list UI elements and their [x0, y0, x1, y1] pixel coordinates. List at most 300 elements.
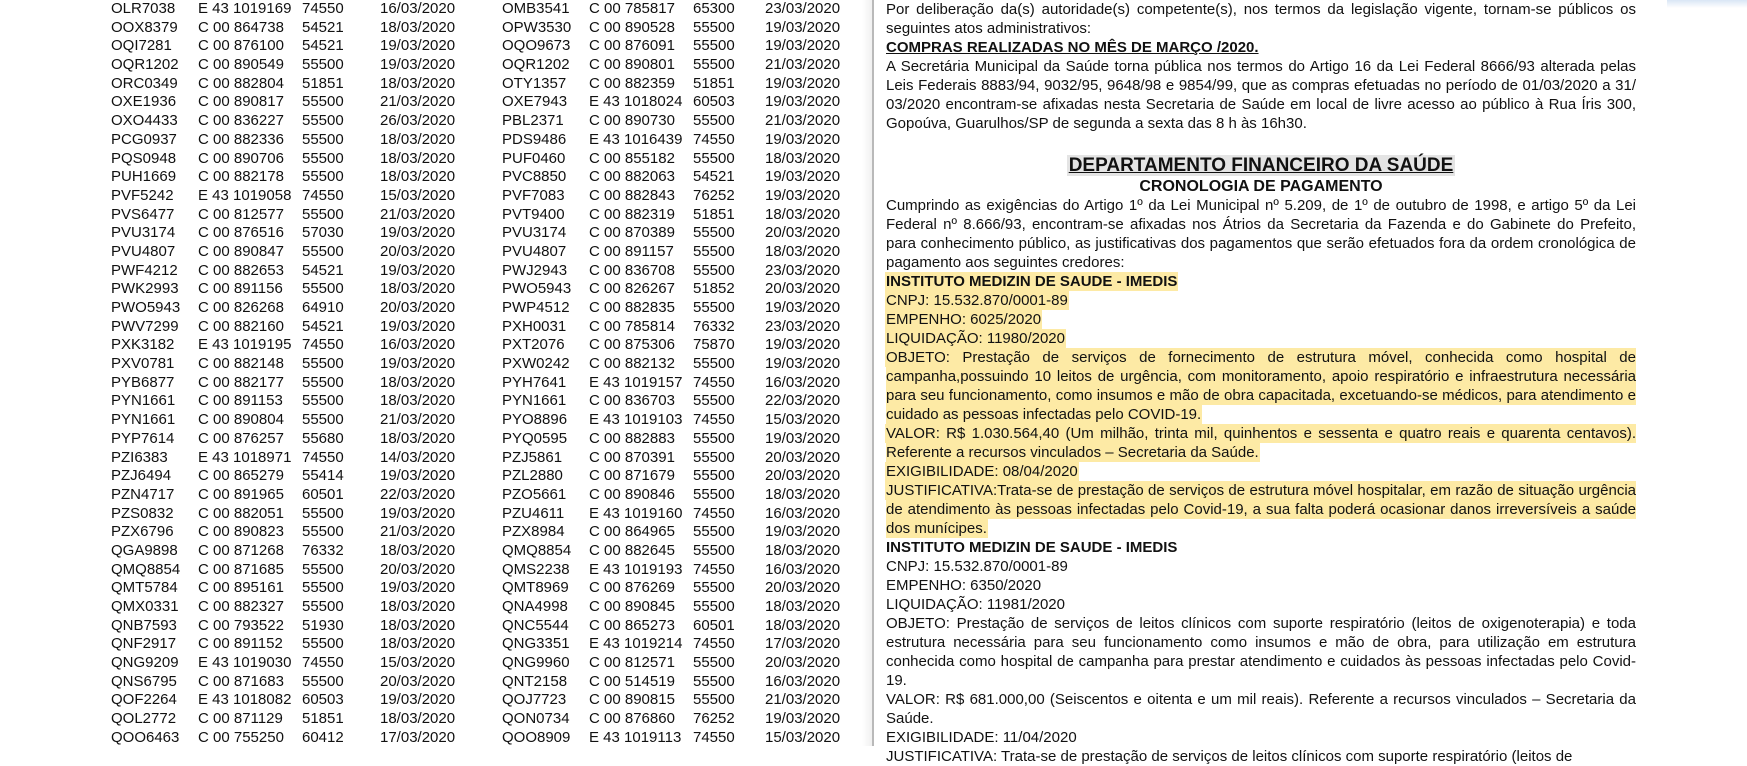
date-cell: 19/03/2020 [765, 299, 841, 316]
cod-cell: 55500 [302, 242, 344, 260]
date-cell: 16/03/2020 [765, 672, 841, 690]
code-cell: C 00 876860 [589, 710, 675, 728]
plate-cell: QNA4998 [502, 598, 568, 615]
date-cell: 17/03/2020 [765, 635, 841, 653]
plate-cell: QNC5544 [502, 616, 569, 634]
cod-cell: 54521 [693, 168, 735, 186]
date-cell: 18/03/2020 [765, 242, 841, 260]
code-cell: C 00 864738 [198, 18, 284, 36]
code-cell: C 00 855182 [589, 149, 675, 167]
code-cell: C 00 871268 [198, 541, 284, 559]
date-cell: 18/03/2020 [380, 18, 456, 36]
cod-cell: 55500 [693, 485, 735, 503]
cod-cell: 60412 [302, 728, 344, 746]
code-cell: E 43 1019058 [198, 186, 292, 204]
cod-cell: 55500 [693, 523, 735, 541]
creditor-name: INSTITUTO MEDIZIN DE SAUDE - IMEDIS [886, 273, 1178, 290]
date-cell: 20/03/2020 [765, 224, 841, 242]
cod-cell: 55500 [693, 56, 735, 74]
plate-cell: PVF5242 [111, 186, 174, 204]
cod-cell: 51851 [693, 74, 735, 92]
plate-cell: OPW3530 [502, 18, 572, 36]
plate-cell: QMT5784 [111, 579, 178, 597]
date-cell: 21/03/2020 [765, 112, 841, 130]
cronologia-paragraph: Cumprindo as exigências do Artigo 1º da Lei Municipal nº 5.209, de 1º de outubro de 1998, e artigo 5º da Lei Federal nº 8.666/93, encontram-se afixadas nos Átrios da Secretaria da Fazenda e do Gabinete do Prefeito, para conhecimento público, as justificativas dos pagamentos que serão efetuados fora da ordem cronológica de pagamento aos seguintes credores: [886, 197, 1636, 271]
code-cell: C 00 755250 [198, 728, 284, 746]
date-cell: 19/03/2020 [380, 504, 456, 522]
code-cell: C 00 871129 [198, 710, 283, 728]
date-cell: 19/03/2020 [765, 336, 841, 354]
date-cell: 19/03/2020 [765, 186, 841, 204]
code-cell: C 00 785817 [589, 0, 675, 17]
code-cell: C 00 870391 [589, 448, 675, 466]
plate-cell: PYN1661 [111, 392, 176, 410]
cod-cell: 76252 [693, 186, 735, 204]
plate-cell: QNF2917 [111, 635, 177, 653]
cod-cell: 74550 [302, 448, 344, 466]
code-cell: C 00 891157 [589, 242, 674, 260]
code-cell: C 00 514519 [589, 672, 675, 690]
cod-cell: 60503 [302, 691, 344, 709]
cod-cell: 55500 [302, 598, 344, 615]
code-cell: C 00 865273 [589, 616, 675, 634]
cod-cell: 51930 [302, 616, 344, 634]
cod-cell: 74550 [302, 336, 344, 354]
code-cell: C 00 882843 [589, 186, 675, 204]
code-cell: C 00 890815 [589, 691, 675, 709]
plate-cell: QNB7593 [111, 616, 177, 634]
cod-cell: 55414 [302, 467, 344, 485]
creditor-justificativa: JUSTIFICATIVA: Trata-se de prestação de serviços de leitos clínicos com suporte respiratório (leitos de [886, 748, 1573, 765]
cod-cell: 60501 [302, 485, 344, 503]
plate-cell: OLR7038 [111, 0, 176, 17]
cod-cell: 55500 [302, 168, 344, 186]
document-text-pane [886, 0, 1636, 765]
code-cell: E 43 1018024 [589, 93, 683, 111]
code-cell: C 00 882063 [589, 168, 675, 186]
cod-cell: 60503 [693, 93, 735, 111]
date-cell: 19/03/2020 [765, 710, 841, 728]
date-cell: 18/03/2020 [765, 485, 841, 503]
plate-cell: PZO5661 [502, 485, 567, 503]
cod-cell: 54521 [302, 317, 344, 335]
date-cell: 16/03/2020 [380, 0, 456, 17]
date-cell: 20/03/2020 [765, 280, 841, 298]
department-subtitle: CRONOLOGIA DE PAGAMENTO [1139, 178, 1383, 195]
department-title-text: DEPARTAMENTO FINANCEIRO DA SAÚDE [1068, 155, 1454, 176]
cod-cell: 55680 [302, 429, 344, 447]
date-cell: 18/03/2020 [380, 149, 456, 167]
date-cell: 19/03/2020 [380, 355, 456, 373]
creditor-name: INSTITUTO MEDIZIN DE SAUDE - IMEDIS [886, 539, 1178, 556]
date-cell: 23/03/2020 [765, 0, 841, 17]
plate-cell: PVS6477 [111, 205, 175, 223]
cod-cell: 74550 [693, 728, 735, 746]
plate-cell: PYB6877 [111, 373, 175, 391]
date-cell: 15/03/2020 [380, 186, 456, 204]
date-cell: 21/03/2020 [765, 56, 841, 74]
code-cell: C 00 826267 [589, 280, 675, 298]
cod-cell: 55500 [302, 411, 344, 429]
code-cell: C 00 876516 [198, 224, 284, 242]
creditor-liquidacao: LIQUIDAÇÃO: 11981/2020 [886, 596, 1065, 613]
code-cell: C 00 890845 [589, 598, 675, 615]
creditor-justificativa: JUSTIFICATIVA:Trata-se de prestação de serviços de estrutura móvel hospitalar, em razão de situação urgência de atendimento às pessoas infectadas pelo Covid-19, a sua falta poderá ocasionar danos irreversíveis a saúde dos munícipes. [886, 482, 1636, 537]
plate-cell: PZI6383 [111, 448, 168, 466]
plate-cell: PVC8850 [502, 168, 567, 186]
code-cell: C 00 836703 [589, 392, 675, 410]
date-cell: 19/03/2020 [765, 355, 841, 373]
date-cell: 18/03/2020 [765, 541, 841, 559]
plate-cell: PQS0948 [111, 149, 177, 167]
plate-cell: QOF2264 [111, 691, 177, 709]
date-cell: 21/03/2020 [380, 411, 456, 429]
creditor-valor: VALOR: R$ 681.000,00 (Seiscentos e oitenta e um mil reais). Referente a recursos vinculados – Secretaria da Saúde. [886, 691, 1636, 727]
code-cell: E 43 1018082 [198, 691, 292, 709]
code-cell: C 00 882177 [198, 373, 284, 391]
plate-cell: OQO9673 [502, 37, 571, 55]
code-cell: C 00 890706 [198, 149, 284, 167]
code-cell: C 00 882336 [198, 130, 284, 148]
code-cell: C 00 882148 [198, 355, 284, 373]
code-cell: C 00 890823 [198, 523, 284, 541]
date-cell: 23/03/2020 [765, 317, 841, 335]
cod-cell: 55500 [302, 523, 344, 541]
code-cell: C 00 785814 [589, 317, 675, 335]
code-cell: C 00 890528 [589, 18, 675, 36]
plate-cell: PZJ5861 [502, 448, 563, 466]
plate-cell: PWP4512 [502, 299, 570, 316]
code-cell: C 00 875306 [589, 336, 675, 354]
plate-cell: PYO8896 [502, 411, 568, 429]
cod-cell: 74550 [693, 411, 735, 429]
cod-cell: 55500 [302, 635, 344, 653]
plate-cell: PYQ0595 [502, 429, 568, 447]
date-cell: 18/03/2020 [380, 74, 456, 92]
code-cell: C 00 891965 [198, 485, 284, 503]
code-cell: C 00 882160 [198, 317, 284, 335]
code-cell: C 00 882835 [589, 299, 675, 316]
plate-cell: QOL2772 [111, 710, 177, 728]
creditor-empenho: EMPENHO: 6025/2020 [886, 311, 1042, 328]
cod-cell: 74550 [693, 373, 735, 391]
code-cell: E 43 1019169 [198, 0, 292, 17]
code-cell: C 00 891156 [198, 280, 283, 298]
cod-cell: 55500 [302, 130, 344, 148]
creditor-valor: VALOR: R$ 1.030.564,40 (Um milhão, trinta mil, quinhentos e sessenta e quatro reais e quarenta centavos). Referente a recursos vinculados – Secretaria da Saúde. [886, 425, 1636, 461]
cod-cell: 55500 [302, 56, 344, 74]
cod-cell: 76252 [693, 710, 735, 728]
date-cell: 20/03/2020 [380, 672, 456, 690]
code-cell: C 00 882051 [198, 504, 284, 522]
cod-cell: 54521 [302, 37, 344, 55]
cod-cell: 55500 [693, 467, 735, 485]
code-cell: C 00 882645 [589, 541, 675, 559]
plate-cell: PWO5943 [111, 299, 181, 316]
cod-cell: 74550 [693, 635, 735, 653]
column-shadow [862, 0, 872, 746]
code-cell: C 00 890847 [198, 242, 284, 260]
code-cell: C 00 891153 [198, 392, 283, 410]
date-cell: 19/03/2020 [765, 523, 841, 541]
date-cell: 19/03/2020 [380, 224, 456, 242]
cod-cell: 54521 [302, 18, 344, 36]
plate-cell: OXE7943 [502, 93, 568, 111]
plate-cell: QMS2238 [502, 560, 570, 578]
plate-cell: PWF4212 [111, 261, 178, 279]
top-edge-tint [1667, 0, 1747, 8]
plate-cell: PUF0460 [502, 149, 566, 167]
date-cell: 26/03/2020 [380, 112, 456, 130]
plate-cell: PWO5943 [502, 280, 572, 298]
plate-cell: QNS6795 [111, 672, 177, 690]
date-cell: 18/03/2020 [380, 130, 456, 148]
plate-cell: OQI7281 [111, 37, 172, 55]
plate-cell: QON0734 [502, 710, 570, 728]
plate-cell: PWJ2943 [502, 261, 568, 279]
date-cell: 20/03/2020 [765, 467, 841, 485]
plate-cell: QMQ8854 [502, 541, 572, 559]
date-cell: 22/03/2020 [380, 485, 456, 503]
plate-cell: QMT8969 [502, 579, 569, 597]
intro-paragraph: Por deliberação da(s) autoridade(s) competente(s), nos termos da legislação vigente, tornam-se públicos os seguintes atos administrativos: [886, 1, 1636, 37]
code-cell: E 43 1016439 [589, 130, 683, 148]
cod-cell: 54521 [302, 261, 344, 279]
cod-cell: 55500 [693, 598, 735, 615]
code-cell: C 00 871679 [589, 467, 675, 485]
code-cell: C 00 882178 [198, 168, 284, 186]
date-cell: 20/03/2020 [765, 448, 841, 466]
code-cell: C 00 882319 [589, 205, 675, 223]
date-cell: 19/03/2020 [380, 56, 456, 74]
code-cell: C 00 876257 [198, 429, 284, 447]
code-cell: C 00 836708 [589, 261, 675, 279]
creditor-cnpj: CNPJ: 15.532.870/0001-89 [886, 292, 1068, 309]
date-cell: 19/03/2020 [380, 691, 456, 709]
code-cell: C 00 836227 [198, 112, 284, 130]
cod-cell: 74550 [693, 560, 735, 578]
cod-cell: 51851 [693, 205, 735, 223]
cod-cell: 55500 [302, 205, 344, 223]
plate-cell: PVT9400 [502, 205, 565, 223]
plate-cell: QOO8909 [502, 728, 571, 746]
cod-cell: 55500 [693, 261, 735, 279]
code-cell: C 00 876100 [198, 37, 284, 55]
date-cell: 18/03/2020 [380, 598, 456, 615]
plate-cell: QNG3351 [502, 635, 570, 653]
plate-cell: PXK3182 [111, 336, 175, 354]
code-cell: C 00 871685 [198, 560, 284, 578]
date-cell: 22/03/2020 [765, 392, 841, 410]
date-cell: 15/03/2020 [765, 411, 841, 429]
date-cell: 19/03/2020 [765, 37, 841, 55]
plate-cell: PWK2993 [111, 280, 179, 298]
date-cell: 19/03/2020 [380, 317, 456, 335]
plate-cell: PDS9486 [502, 130, 567, 148]
date-cell: 20/03/2020 [380, 299, 456, 316]
date-cell: 18/03/2020 [380, 392, 456, 410]
code-cell: E 43 1019030 [198, 654, 292, 672]
plate-cell: PXV0781 [111, 355, 175, 373]
creditor-objeto: OBJETO: Prestação de serviços de leitos clínicos com suporte respiratório (leitos de oxigenoterapia) e toda estrutura necessária para seu funcionamento como insumos e mão de obra, para utilização em estrutura conhecida como hospital de campanha para prestar atendimento e cuidados às pessoas infectadas pelo Covid-19. [886, 615, 1636, 689]
plate-cell: PVU3174 [502, 224, 567, 242]
plate-cell: QNT2158 [502, 672, 568, 690]
cod-cell: 55500 [693, 579, 735, 597]
code-cell: C 00 890549 [198, 56, 284, 74]
cod-cell: 55500 [302, 93, 344, 111]
creditor-objeto: OBJETO: Prestação de serviços de fornecimento de estrutura móvel, conhecida como hospital de campanha,possuindo 10 leitos de urgência, com monitoramento, apoio respiratório e infraestrutura necessária para seu funcionamento, como insumos e mão de obra capacitada, excetuando-se médicos, para atendimento e cuidado as pessoas infectadas pelo COVID-19. [886, 349, 1636, 423]
code-cell: C 00 871683 [198, 672, 284, 690]
date-cell: 18/03/2020 [380, 616, 456, 634]
creditor-exigibilidade: EXIGIBILIDADE: 08/04/2020 [886, 463, 1078, 480]
date-cell: 15/03/2020 [765, 728, 841, 746]
plate-cell: OQR1202 [111, 56, 179, 74]
plate-cell: PCG0937 [111, 130, 177, 148]
date-cell: 18/03/2020 [380, 710, 456, 728]
date-cell: 19/03/2020 [380, 37, 456, 55]
date-cell: 18/03/2020 [380, 168, 456, 186]
code-cell: C 00 882327 [198, 598, 284, 615]
plate-cell: QMX0331 [111, 598, 179, 615]
code-cell: C 00 890730 [589, 112, 675, 130]
cod-cell: 74550 [302, 0, 344, 17]
code-cell: C 00 870389 [589, 224, 675, 242]
date-cell: 16/03/2020 [380, 336, 456, 354]
code-cell: C 00 864965 [589, 523, 675, 541]
date-cell: 20/03/2020 [380, 242, 456, 260]
code-cell: C 00 826268 [198, 299, 284, 316]
creditor-cnpj: CNPJ: 15.532.870/0001-89 [886, 558, 1068, 575]
date-cell: 21/03/2020 [380, 93, 456, 111]
plate-cell: PVU3174 [111, 224, 176, 242]
plate-cell: QMQ8854 [111, 560, 181, 578]
cod-cell: 55500 [693, 654, 735, 672]
cod-cell: 55500 [693, 355, 735, 373]
cod-cell: 55500 [693, 299, 735, 316]
code-cell: C 00 891152 [198, 635, 283, 653]
cod-cell: 55500 [693, 18, 735, 36]
cod-cell: 55500 [302, 504, 344, 522]
date-cell: 20/03/2020 [765, 654, 841, 672]
cod-cell: 76332 [693, 317, 735, 335]
cod-cell: 55500 [302, 149, 344, 167]
plate-cell: PYN1661 [502, 392, 567, 410]
date-cell: 14/03/2020 [380, 448, 456, 466]
code-cell: E 43 1019160 [589, 504, 683, 522]
code-cell: E 43 1019193 [589, 560, 683, 578]
plate-cell: ORC0349 [111, 74, 178, 92]
cod-cell: 74550 [693, 130, 735, 148]
compras-heading: COMPRAS REALIZADAS NO MÊS DE MARÇO /2020. [886, 39, 1259, 56]
code-cell: C 00 890846 [589, 485, 675, 503]
date-cell: 19/03/2020 [765, 168, 841, 186]
plate-cell: PXH0031 [502, 317, 567, 335]
plate-cell: PYH7641 [502, 373, 567, 391]
code-cell: E 43 1019214 [589, 635, 683, 653]
plate-cell: PZL2880 [502, 467, 563, 485]
code-cell: C 00 890817 [198, 93, 284, 111]
code-cell: C 00 876091 [589, 37, 675, 55]
plate-cell: QGA9898 [111, 541, 178, 559]
cod-cell: 55500 [693, 448, 735, 466]
creditor-empenho: EMPENHO: 6350/2020 [886, 577, 1042, 594]
cod-cell: 55500 [693, 224, 735, 242]
code-cell: C 00 895161 [198, 579, 284, 597]
plate-cell: PYN1661 [111, 411, 176, 429]
cod-cell: 76332 [302, 541, 344, 559]
date-cell: 20/03/2020 [380, 560, 456, 578]
code-cell: C 00 890804 [198, 411, 284, 429]
plate-cell: OQR1202 [502, 56, 570, 74]
cod-cell: 51852 [693, 280, 735, 298]
date-cell: 18/03/2020 [380, 429, 456, 447]
plate-cell: QOO6463 [111, 728, 180, 746]
cod-cell: 55500 [693, 672, 735, 690]
cod-cell: 65300 [693, 0, 735, 17]
plate-cell: PUH1669 [111, 168, 177, 186]
creditor-entry-1 [886, 272, 1636, 538]
plate-cell: QNG9209 [111, 654, 179, 672]
date-cell: 19/03/2020 [765, 93, 841, 111]
plate-cell: OMB3541 [502, 0, 570, 17]
cod-cell: 74550 [302, 186, 344, 204]
plate-cell: OOX8379 [111, 18, 178, 36]
cod-cell: 55500 [693, 541, 735, 559]
date-cell: 19/03/2020 [380, 467, 456, 485]
date-cell: 18/03/2020 [380, 541, 456, 559]
code-cell: C 00 882359 [589, 74, 675, 92]
plate-cell: PYP7614 [111, 429, 175, 447]
date-cell: 19/03/2020 [765, 18, 841, 36]
department-title [886, 155, 1636, 177]
plate-cell: PBL2371 [502, 112, 564, 130]
code-cell: C 00 882883 [589, 429, 675, 447]
date-cell: 19/03/2020 [765, 74, 841, 92]
code-cell: C 00 865279 [198, 467, 284, 485]
plate-cell: OXO4433 [111, 112, 178, 130]
cod-cell: 51851 [302, 710, 344, 728]
plate-cell: PZS0832 [111, 504, 174, 522]
date-cell: 16/03/2020 [765, 373, 841, 391]
date-cell: 19/03/2020 [380, 579, 456, 597]
date-cell: 16/03/2020 [765, 560, 841, 578]
plate-cell: PVF7083 [502, 186, 565, 204]
cod-cell: 75870 [693, 336, 735, 354]
plate-cell: PZJ6494 [111, 467, 172, 485]
cod-cell: 74550 [302, 654, 344, 672]
code-cell: C 00 812571 [589, 654, 675, 672]
plate-cell: PZN4717 [111, 485, 175, 503]
date-cell: 16/03/2020 [765, 504, 841, 522]
date-cell: 17/03/2020 [380, 728, 456, 746]
date-cell: 18/03/2020 [765, 616, 841, 634]
date-cell: 21/03/2020 [380, 523, 456, 541]
plate-cell: PZU4611 [502, 504, 565, 522]
vehicle-table-pane [0, 0, 870, 746]
creditor-exigibilidade: EXIGIBILIDADE: 11/04/2020 [886, 729, 1077, 746]
cod-cell: 55500 [693, 149, 735, 167]
date-cell: 18/03/2020 [765, 598, 841, 615]
cod-cell: 55500 [693, 429, 735, 447]
code-cell: E 43 1019195 [198, 336, 292, 354]
plate-cell: PZX6796 [111, 523, 174, 541]
code-cell: C 00 882804 [198, 74, 284, 92]
cod-cell: 55500 [693, 112, 735, 130]
code-cell: E 43 1019113 [589, 728, 682, 746]
date-cell: 21/03/2020 [380, 205, 456, 223]
plate-cell: PXT2076 [502, 336, 565, 354]
cod-cell: 64910 [302, 299, 344, 316]
